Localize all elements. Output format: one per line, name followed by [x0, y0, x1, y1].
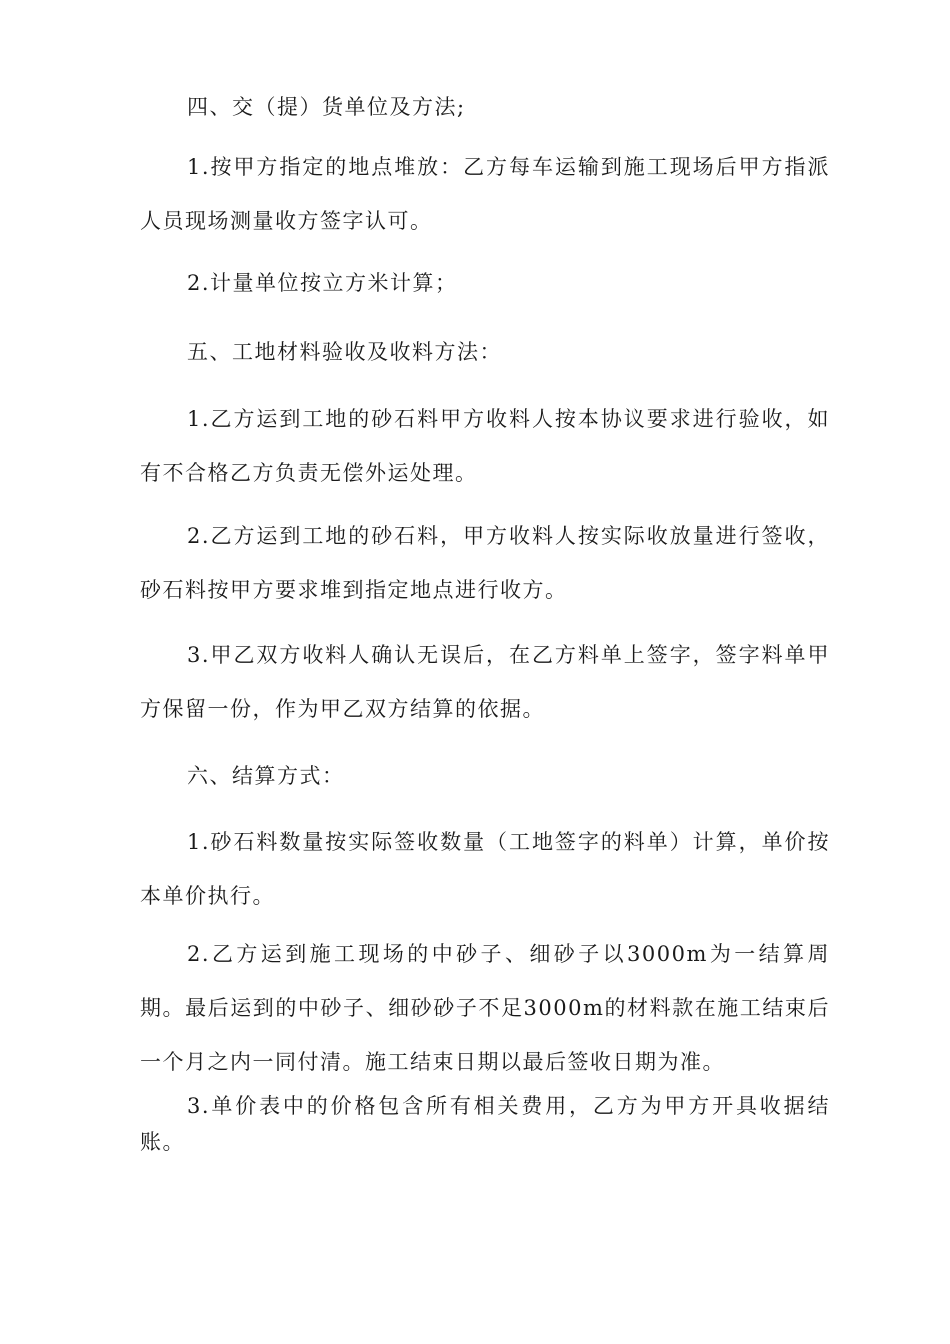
paragraph-4-2: 2.计量单位按立方米计算；: [187, 271, 458, 295]
paragraph-5-3: 3.甲乙双方收料人确认无误后，在乙方料单上签字，签字料单甲方保留一份，作为甲乙双方结算的依据。: [140, 643, 830, 721]
section-heading-4: 四、交（提）货单位及方法;: [187, 95, 466, 119]
section-heading-5: 五、工地材料验收及收料方法：: [187, 340, 502, 364]
section-heading-6: 六、结算方式：: [187, 764, 345, 788]
paragraph-5-2: 2.乙方运到工地的砂石料，甲方收料人按实际收放量进行签收，砂石料按甲方要求堆到指定地点进行收方。: [140, 524, 830, 602]
paragraph-4-1: 1.按甲方指定的地点堆放：乙方每车运输到施工现场后甲方指派人员现场测量收方签字认可。: [140, 155, 830, 233]
paragraph-5-1: 1.乙方运到工地的砂石料甲方收料人按本协议要求进行验收，如有不合格乙方负责无偿外运处理。: [140, 407, 830, 485]
paragraph-6-1: 1.砂石料数量按实际签收数量（工地签字的料单）计算，单价按本单价执行。: [140, 830, 830, 908]
paragraph-6-2: 2.乙方运到施工现场的中砂子、细砂子以3000m为一结算周期。最后运到的中砂子、细砂砂子不足3000m的材料款在施工结束后一个月之内一同付清。施工结束日期以最后签收日期为准。: [140, 942, 830, 1074]
paragraph-6-3: 3.单价表中的价格包含所有相关费用，乙方为甲方开具收据结账。: [140, 1094, 830, 1154]
